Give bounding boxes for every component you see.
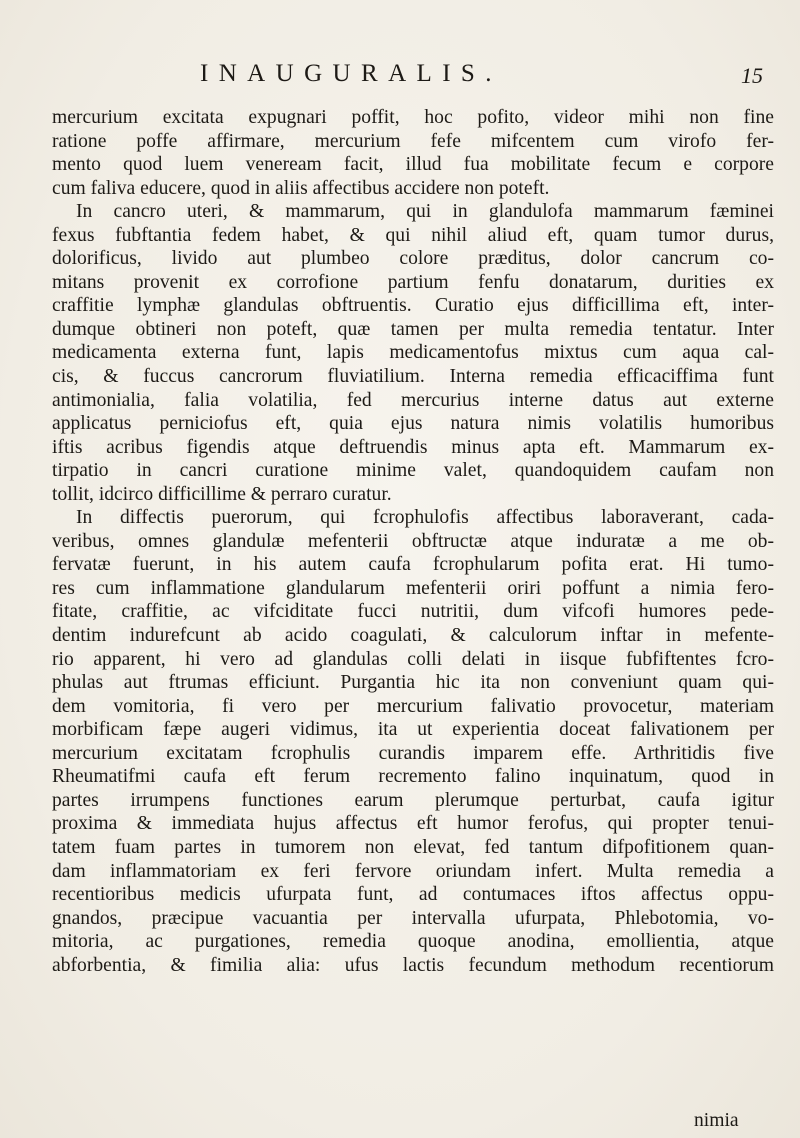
text-line: tirpatio in cancri curatione minime valet, quandoquidem caufam non [52,460,774,482]
text-line: abforbentia, & fimilia alia: ufus lactis fecundum methodum recentiorum [52,954,774,976]
text-line: fexus fubftantia fedem habet, & qui nihil aliud eft, quam tumor durus, [52,224,774,246]
text-line: gnandos, præcipue vacuantia per intervalla ufurpata, Phlebotomia, vo- [52,907,774,929]
text-line: rio apparent, hi vero ad glandulas colli delati in iisque fubfiftentes fcro- [52,648,774,670]
text-line: mitans provenit ex corrofione partium fenfu donatarum, durities ex [52,271,774,293]
text-line: tatem fuam partes in tumorem non elevat, fed tantum difpofitionem quan- [52,836,774,858]
text-line: In diffectis puerorum, qui fcrophulofis affectibus laboraverant, cada- [76,507,774,529]
text-line: veribus, omnes glandulæ mefenterii obftructæ atque induratæ a me ob- [52,530,774,552]
running-head: INAUGURALIS. [200,60,502,87]
text-line: iftis acribus figendis atque deftruendis minus apta eft. Mammarum ex- [52,436,774,458]
text-line: cum faliva educere, quod in aliis affectibus accidere non poteft. [52,177,550,199]
text-line: proxima & immediata hujus affectus eft humor ferofus, qui propter tenui- [52,813,774,835]
text-line: fervatæ fuerunt, in his autem caufa fcrophularum pofita erat. Hi tumo- [52,554,774,576]
text-line: fitate, craffitie, ac vifciditate fucci nutritii, dum vifcofi humores pede- [52,601,774,623]
page-header [0,60,800,100]
text-line: In cancro uteri, & mammarum, qui in glandulofa mammarum fæminei [76,201,774,223]
body-text [52,106,774,977]
text-line: tollit, idcirco difficillime & perraro curatur. [52,483,392,505]
text-line: cis, & fuccus cancrorum fluviatilium. Interna remedia efficaciffima funt [52,366,774,388]
text-line: medicamenta externa funt, lapis medicamentofus mixtus cum aqua cal- [52,342,774,364]
text-line: dam inflammatoriam ex feri fervore oriundam infert. Multa remedia a [52,860,774,882]
text-line: mercurium excitatam fcrophulis curandis imparem effe. Arthritidis five [52,742,774,764]
text-line: res cum inflammatione glandularum mefenterii oriri poffunt a nimia fero- [52,577,774,599]
text-line: dentim indurefcunt ab acido coagulati, & calculorum inftar in mefente- [52,625,774,647]
text-line: antimonialia, falia volatilia, fed mercurius interne datus aut externe [52,389,774,411]
text-line: partes irrumpens functiones earum plerumque perturbat, caufa igitur [52,789,774,811]
text-line: mitoria, ac purgationes, remedia quoque anodina, emollientia, atque [52,931,774,953]
text-line: mento quod luem veneream facit, illud fua mobilitate fecum e corpore [52,154,774,176]
text-line: morbificam fæpe augeri vidimus, ita ut experientia doceat falivationem per [52,719,774,741]
text-line: dem vomitoria, fi vero per mercurium falivatio provocetur, materiam [52,695,774,717]
text-line: applicatus perniciofus eft, quia ejus natura nimis volatilis humoribus [52,413,774,435]
catchword: nimia [694,1110,739,1131]
text-line: recentioribus medicis ufurpata funt, ad contumaces iftos affectus oppu- [52,884,774,906]
text-line: craffitie lymphæ glandulas obftruentis. Curatio ejus difficillima eft, inter- [52,295,774,317]
text-line: Rheumatifmi caufa eft ferum recremento falino inquinatum, quod in [52,766,774,788]
text-line: mercurium excitata expugnari poffit, hoc pofito, videor mihi non fine [52,107,774,128]
text-line: phulas aut ftrumas efficiunt. Purgantia hic ita non conveniunt quam qui- [52,672,774,694]
text-line: dumque obtineri non poteft, quæ tamen per multa remedia tentatur. Inter [52,318,774,340]
text-line: dolorificus, livido aut plumbeo colore præditus, dolor cancrum co- [52,248,774,270]
page-number: 15 [741,63,763,88]
text-line: ratione poffe affirmare, mercurium fefe mifcentem cum virofo fer- [52,130,774,152]
